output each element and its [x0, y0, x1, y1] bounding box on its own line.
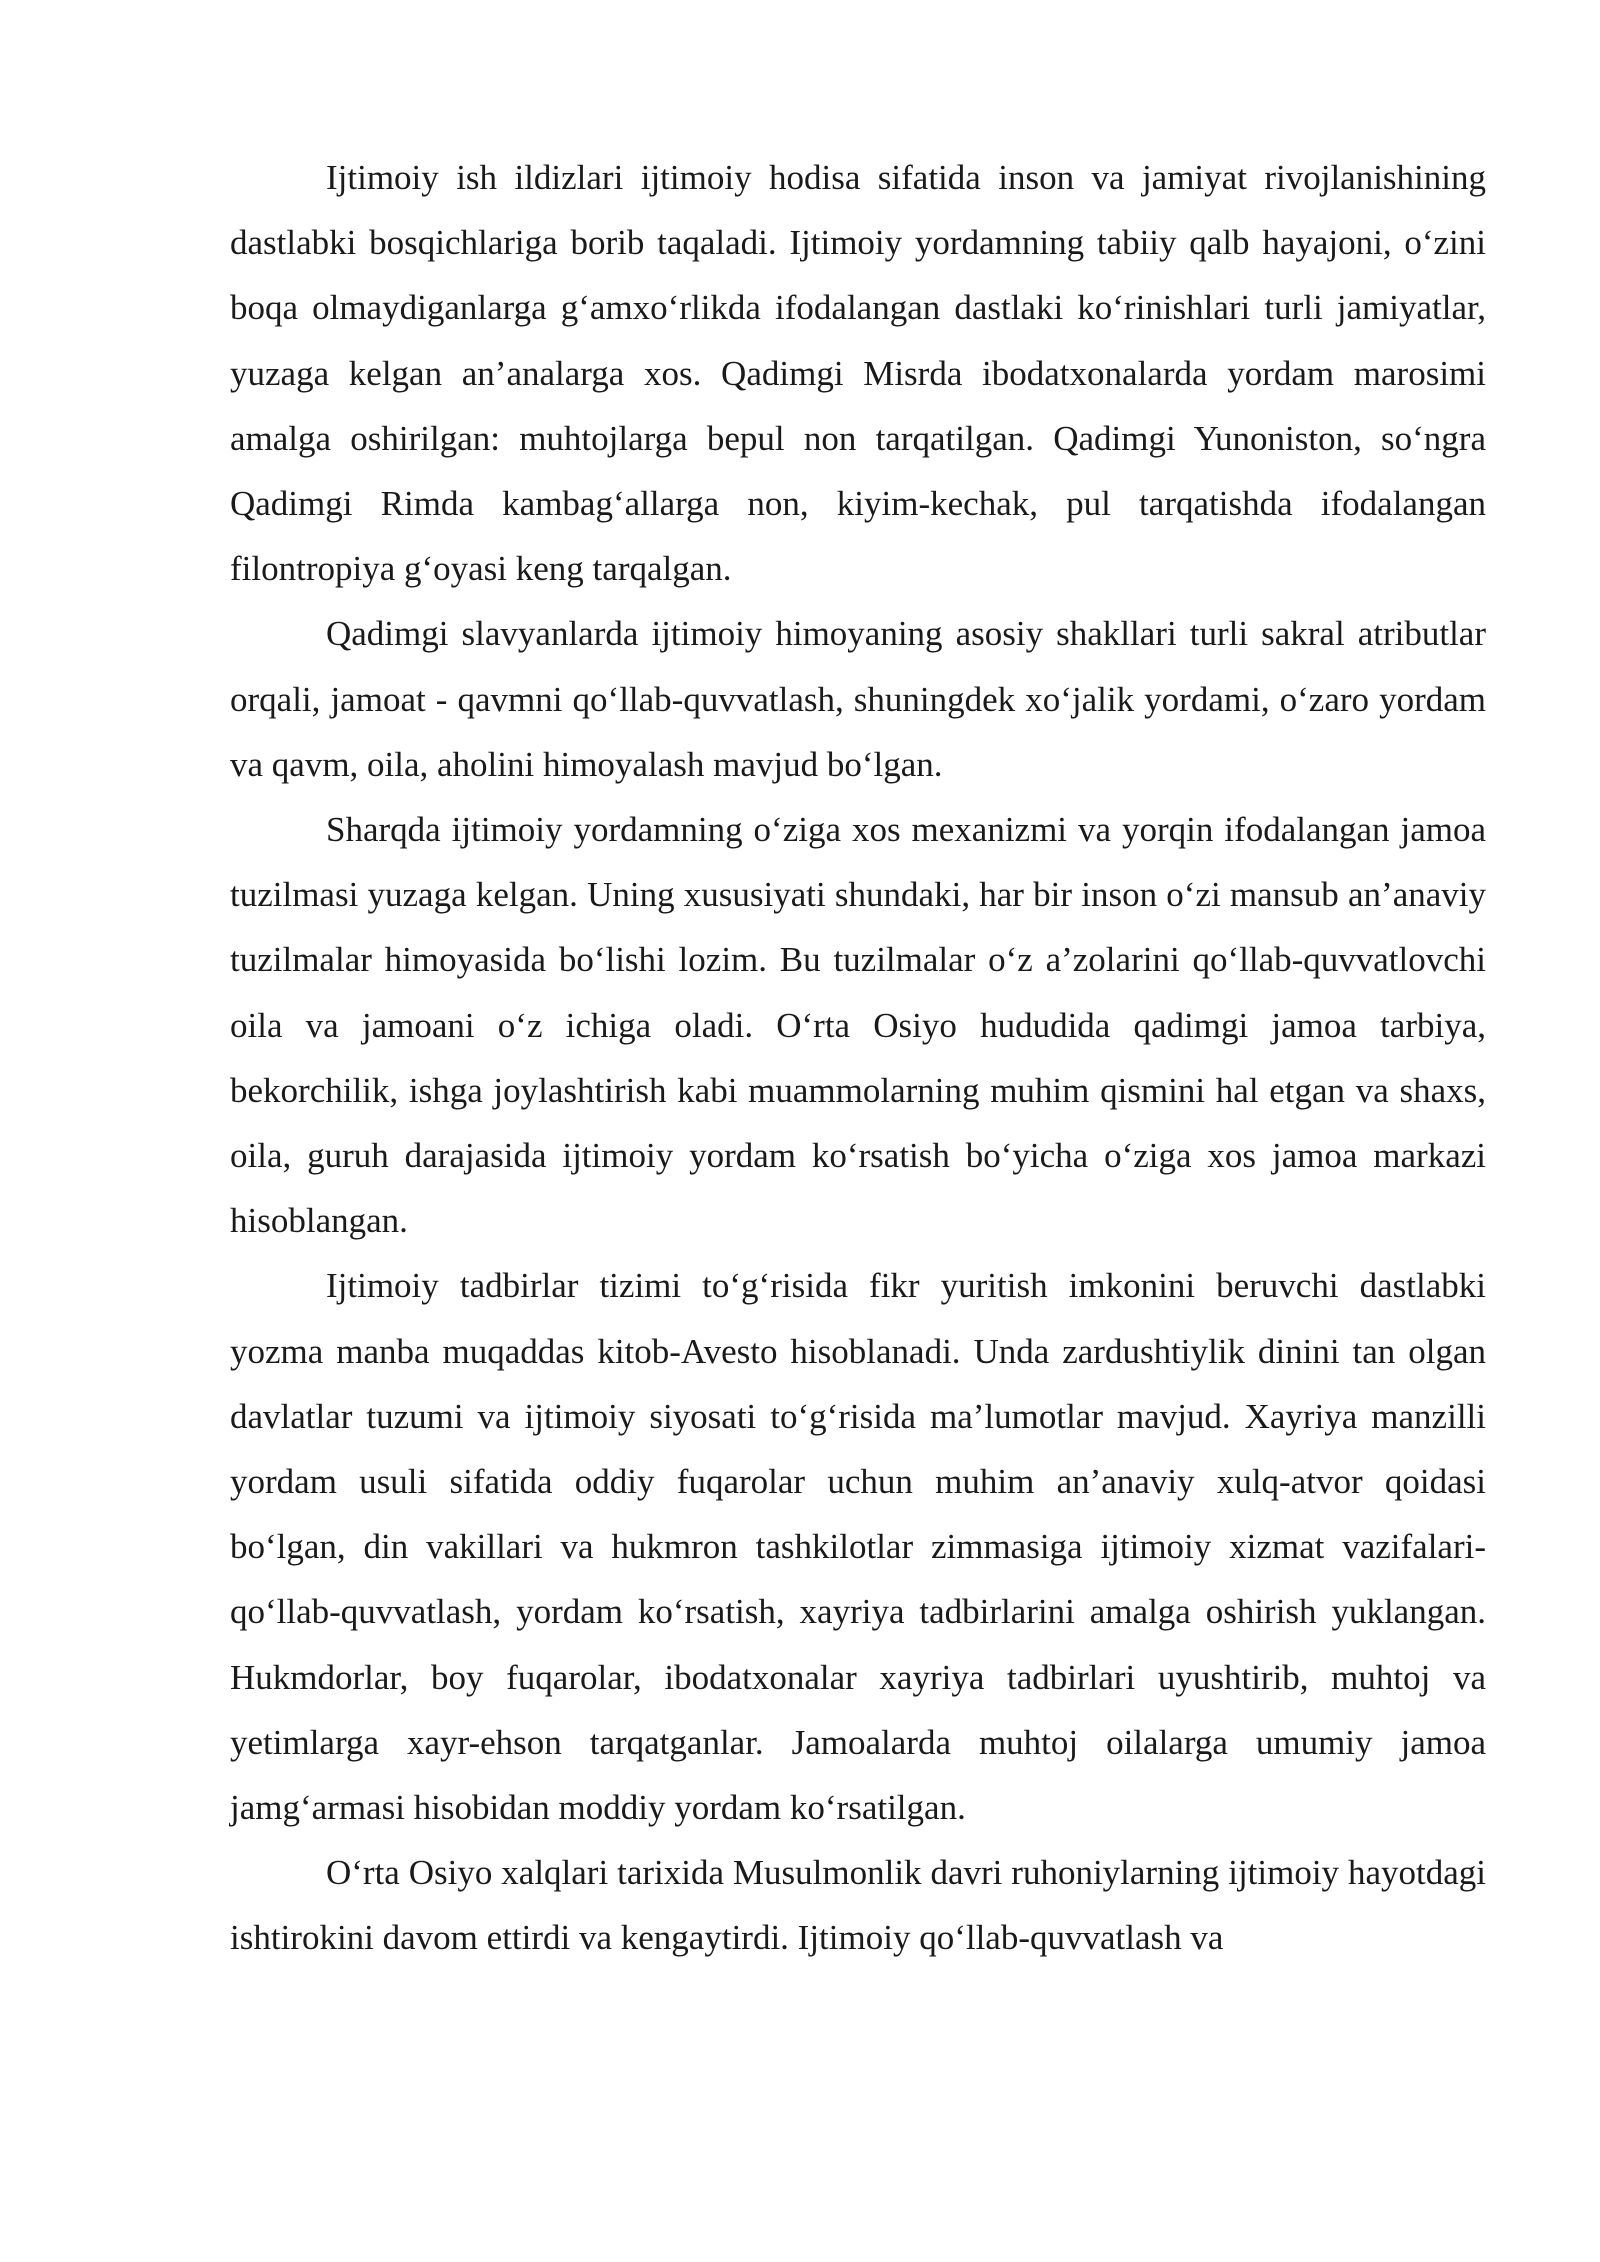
paragraph: Sharqda ijtimoiy yordamning o‘ziga xos mexanizmi va yorqin ifodalangan jamoa tuzilmasi yuzaga kelgan. Uning xususiyati shundaki, har bir inson o‘zi mansub an’anaviy tuzilmalar himoyasida bo‘lishi lozim. Bu tuzilmalar o‘z a’zolarini qo‘llab-quvvatlovchi oila va jamoani o‘z ichiga oladi. O‘rta Osiyo hududida qadimgi jamoa tarbiya, bekorchilik, ishga joylashtirish kabi muammolarning muhim qismini hal etgan va shaxs, oila, guruh darajasida ijtimoiy yordam ko‘rsatish bo‘yicha o‘ziga xos jamoa markazi hisoblangan.: [230, 810, 1486, 1241]
document-body: [230, 145, 1486, 1971]
paragraph: Qadimgi slavyanlarda ijtimoiy himoyaning asosiy shakllari turli sakral atributlar orqali, jamoat - qavmni qo‘llab-quvvatlash, shuningdek xo‘jalik yordami, o‘zaro yordam va qavm, oila, aholini himoyalash mavjud bo‘lgan.: [230, 614, 1486, 784]
paragraph: O‘rta Osiyo xalqlari tarixida Musulmonlik davri ruhoniylarning ijtimoiy hayotdagi ishtirokini davom ettirdi va kengaytirdi. Ijtimoiy qo‘llab-quvvatlash va: [230, 1853, 1486, 1958]
paragraph: Ijtimoiy ish ildizlari ijtimoiy hodisa sifatida inson va jamiyat rivojlanishining dastlabki bosqichlariga borib taqaladi. Ijtimoiy yordamning tabiiy qalb hayajoni, o‘zini boqa olmaydiganlarga g‘amxo‘rlikda ifodalangan dastlaki ko‘rinishlari turli jamiyatlar, yuzaga kelgan an’analarga xos. Qadimgi Misrda ibodatxonalarda yordam marosimi amalga oshirilgan: muhtojlarga bepul non tarqatilgan. Qadimgi Yunoniston, so‘ngra Qadimgi Rimda kambag‘allarga non, kiyim-kechak, pul tarqatishda ifodalangan filontropiya g‘oyasi keng tarqalgan.: [230, 158, 1486, 589]
paragraph: Ijtimoiy tadbirlar tizimi to‘g‘risida fikr yuritish imkonini beruvchi dastlabki yozma manba muqaddas kitob-Avesto hisoblanadi. Unda zardushtiylik dinini tan olgan davlatlar tuzumi va ijtimoiy siyosati to‘g‘risida ma’lumotlar mavjud. Xayriya manzilli yordam usuli sifatida oddiy fuqarolar uchun muhim an’anaviy xulq-atvor qoidasi bo‘lgan, din vakillari va hukmron tashkilotlar zimmasiga ijtimoiy xizmat vazifalari- qo‘llab-quvvatlash, yordam ko‘rsatish, xayriya tadbirlarini amalga oshirish yuklangan. Hukmdorlar, boy fuqarolar, ibodatxonalar xayriya tadbirlari uyushtirib, muhtoj va yetimlarga xayr-ehson tarqatganlar. Jamoalarda muhtoj oilalarga umumiy jamoa jamg‘armasi hisobidan moddiy yordam ko‘rsatilgan.: [230, 1266, 1486, 1828]
